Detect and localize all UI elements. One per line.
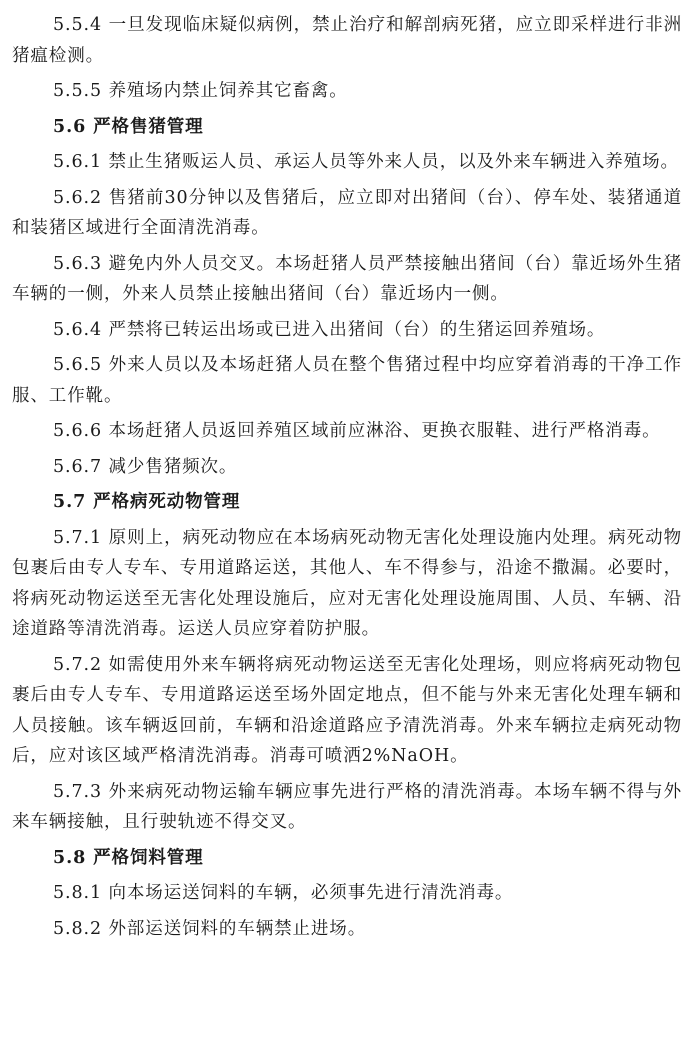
paragraph-5-8-1: 5.8.1 向本场运送饲料的车辆，必须事先进行清洗消毒。 (53, 883, 514, 903)
paragraph-5-5-4: 5.5.4 一旦发现临床疑似病例，禁止治疗和解剖病死猪，应立即采样进行非洲猪瘟检测。 (12, 15, 682, 66)
paragraph-5-7-1: 5.7.1 原则上，病死动物应在本场病死动物无害化处理设施内处理。病死动物包裹后由专人专车、专用道路运送，其他人、车不得参与，沿途不撒漏。必要时，将病死动物运送至无害化处理设施后，应对无害化处理设施周围、人员、车辆、沿途道路等清洗消毒。运送人员应穿着防护服。 (12, 527, 682, 639)
paragraph-5-6-7: 5.6.7 减少售猪频次。 (53, 456, 238, 477)
paragraph-5-6-3: 5.6.3 避免内外人员交叉。本场赶猪人员严禁接触出猪间（台）靠近场外生猪车辆的一侧，外来人员禁止接触出猪间（台）靠近场内一侧。 (12, 253, 682, 304)
paragraph-5-6-5: 5.6.5 外来人员以及本场赶猪人员在整个售猪过程中均应穿着消毒的干净工作服、工作靴。 (12, 355, 682, 406)
section-heading-5-8: 5.8 严格饲料管理 (53, 847, 204, 868)
paragraph-5-5-5: 5.5.5 养殖场内禁止饲养其它畜禽。 (53, 81, 348, 101)
paragraph-5-7-2: 5.7.2 如需使用外来车辆将病死动物运送至无害化处理场，则应将病死动物包裹后由专人专车、专用道路运送至场外固定地点，但不能与外来无害化处理车辆和人员接触。该车辆返回前，车辆和沿途道路应予清洗消毒。外来车辆拉走病死动物后，应对该区域严格清洗消毒。消毒可喷洒2%NaOH。 (12, 654, 682, 766)
paragraph-5-6-6: 5.6.6 本场赶猪人员返回养殖区域前应淋浴、更换衣服鞋、进行严格消毒。 (53, 421, 661, 441)
paragraph-5-7-3: 5.7.3 外来病死动物运输车辆应事先进行严格的清洗消毒。本场车辆不得与外来车辆接触，且行驶轨迹不得交叉。 (12, 781, 682, 832)
paragraph-5-8-2: 5.8.2 外部运送饲料的车辆禁止进场。 (53, 918, 367, 939)
paragraph-5-6-1: 5.6.1 禁止生猪贩运人员、承运人员等外来人员，以及外来车辆进入养殖场。 (53, 152, 679, 172)
section-heading-5-7: 5.7 严格病死动物管理 (53, 492, 241, 512)
paragraph-5-6-4: 5.6.4 严禁将已转运出场或已进入出猪间（台）的生猪运回养殖场。 (53, 319, 606, 340)
paragraph-5-6-2: 5.6.2 售猪前30分钟以及售猪后，应立即对出猪间（台）、停车处、装猪通道和装猪区域进行全面清洗消毒。 (12, 187, 682, 238)
section-heading-5-6: 5.6 严格售猪管理 (53, 116, 204, 137)
